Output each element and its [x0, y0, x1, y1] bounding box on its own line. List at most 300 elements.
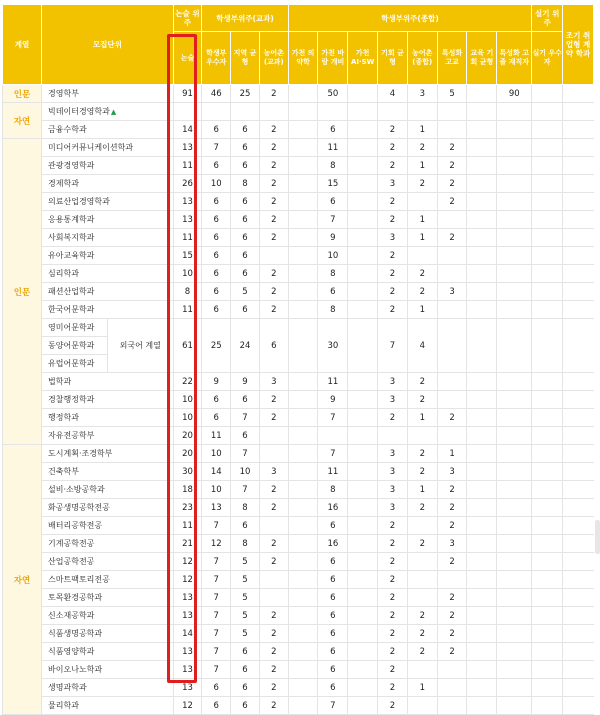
- value-cell: 5: [231, 589, 260, 607]
- value-cell: [532, 481, 563, 499]
- value-cell: 7: [202, 517, 231, 535]
- table-row: [3, 643, 594, 661]
- unit-label: 금융수학과: [48, 125, 87, 134]
- table-row: [3, 121, 594, 139]
- value-cell: 8: [231, 499, 260, 517]
- table-row: [3, 85, 594, 103]
- header-comprehensive-col: 농어촌 (종합): [407, 32, 437, 85]
- value-cell: [532, 139, 563, 157]
- value-cell: [348, 517, 378, 535]
- value-cell: [202, 103, 231, 121]
- value-cell: [532, 211, 563, 229]
- scroll-handle[interactable]: [595, 520, 600, 554]
- value-cell: 21: [173, 535, 202, 553]
- value-cell: [348, 571, 378, 589]
- value-cell: 6: [202, 409, 231, 427]
- table-row: [3, 193, 594, 211]
- value-cell: 2: [259, 481, 288, 499]
- value-cell: 6: [202, 301, 231, 319]
- value-cell: 2: [407, 535, 437, 553]
- value-cell: [348, 427, 378, 445]
- value-cell: 8: [231, 175, 260, 193]
- value-cell: 1: [407, 157, 437, 175]
- value-cell: [259, 445, 288, 463]
- value-cell: [467, 445, 497, 463]
- unit-label: 도시계획·조경학부: [48, 449, 113, 458]
- value-cell: 7: [202, 589, 231, 607]
- value-cell: [497, 427, 532, 445]
- value-cell: 2: [437, 607, 467, 625]
- table-row: [3, 391, 594, 409]
- value-cell: [288, 571, 318, 589]
- value-cell: 2: [378, 697, 408, 715]
- value-cell: [497, 211, 532, 229]
- unit-label: 식품생명공학과: [48, 629, 103, 638]
- value-cell: [497, 679, 532, 697]
- value-cell: [437, 679, 467, 697]
- value-cell: 7: [318, 445, 348, 463]
- value-cell: [532, 499, 563, 517]
- value-cell: 7: [231, 445, 260, 463]
- value-cell: [348, 589, 378, 607]
- value-cell: [437, 247, 467, 265]
- value-cell: 10: [318, 247, 348, 265]
- unit-cell: [42, 211, 174, 229]
- value-cell: [497, 157, 532, 175]
- value-cell: [288, 535, 318, 553]
- value-cell: [563, 697, 594, 715]
- value-cell: [437, 373, 467, 391]
- value-cell: [467, 319, 497, 373]
- value-cell: [497, 517, 532, 535]
- value-cell: [497, 463, 532, 481]
- value-cell: [288, 265, 318, 283]
- value-cell: 1: [407, 409, 437, 427]
- value-cell: [497, 553, 532, 571]
- value-cell: 2: [378, 193, 408, 211]
- value-cell: [497, 247, 532, 265]
- value-cell: 23: [173, 499, 202, 517]
- header-early-employment: 조기 취업형 계약 학과: [563, 5, 594, 85]
- table-row: [3, 265, 594, 283]
- value-cell: [348, 283, 378, 301]
- value-cell: [378, 103, 408, 121]
- value-cell: 6: [231, 427, 260, 445]
- value-cell: 61: [173, 319, 202, 373]
- unit-label: 자유전공학부: [48, 431, 95, 440]
- value-cell: [563, 139, 594, 157]
- value-cell: [467, 517, 497, 535]
- value-cell: 2: [407, 607, 437, 625]
- value-cell: 2: [407, 139, 437, 157]
- unit-cell: [42, 265, 174, 283]
- value-cell: 6: [231, 139, 260, 157]
- unit-label: 식품영양학과: [48, 647, 95, 656]
- value-cell: 2: [259, 391, 288, 409]
- header-subject-col: 지역 균형: [231, 32, 260, 85]
- group-cell: 외국어 계열: [107, 319, 173, 373]
- value-cell: 10: [173, 391, 202, 409]
- unit-cell: [42, 607, 174, 625]
- value-cell: 2: [407, 175, 437, 193]
- value-cell: [348, 625, 378, 643]
- value-cell: [288, 553, 318, 571]
- value-cell: [467, 427, 497, 445]
- value-cell: 2: [407, 391, 437, 409]
- value-cell: 12: [173, 697, 202, 715]
- value-cell: [259, 571, 288, 589]
- value-cell: 2: [259, 409, 288, 427]
- table-row: [3, 373, 594, 391]
- value-cell: 2: [437, 517, 467, 535]
- value-cell: [288, 139, 318, 157]
- value-cell: [231, 103, 260, 121]
- unit-cell: [42, 571, 174, 589]
- value-cell: 2: [407, 445, 437, 463]
- value-cell: 13: [173, 607, 202, 625]
- value-cell: [497, 121, 532, 139]
- value-cell: 10: [202, 175, 231, 193]
- value-cell: [532, 301, 563, 319]
- value-cell: 5: [231, 283, 260, 301]
- value-cell: 2: [259, 661, 288, 679]
- value-cell: [467, 697, 497, 715]
- header-subject-col: 농어촌 (교과): [259, 32, 288, 85]
- value-cell: 50: [318, 85, 348, 103]
- value-cell: [497, 283, 532, 301]
- unit-label: 한국어문학과: [48, 305, 95, 314]
- new-marker-icon: ▲: [110, 108, 117, 116]
- table-row: [3, 517, 594, 535]
- value-cell: [348, 463, 378, 481]
- value-cell: [288, 193, 318, 211]
- value-cell: [348, 211, 378, 229]
- value-cell: 5: [231, 553, 260, 571]
- unit-label: 기계공학전공: [48, 539, 95, 548]
- value-cell: [563, 571, 594, 589]
- value-cell: [563, 85, 594, 103]
- table-row: [3, 247, 594, 265]
- value-cell: 9: [231, 373, 260, 391]
- value-cell: [288, 157, 318, 175]
- unit-cell: 동양어문학과: [42, 337, 108, 355]
- value-cell: [532, 427, 563, 445]
- value-cell: [467, 463, 497, 481]
- value-cell: 2: [259, 535, 288, 553]
- value-cell: [497, 409, 532, 427]
- table-row: [3, 229, 594, 247]
- header-essay: 논술: [173, 32, 202, 85]
- value-cell: [437, 121, 467, 139]
- value-cell: 6: [231, 265, 260, 283]
- value-cell: [532, 571, 563, 589]
- value-cell: [437, 571, 467, 589]
- category-cell: 자연: [3, 103, 42, 139]
- value-cell: [497, 589, 532, 607]
- value-cell: [532, 697, 563, 715]
- value-cell: 3: [378, 499, 408, 517]
- unit-label: 바이오나노학과: [48, 665, 103, 674]
- value-cell: 8: [173, 283, 202, 301]
- value-cell: [563, 103, 594, 121]
- value-cell: [407, 553, 437, 571]
- value-cell: [288, 427, 318, 445]
- value-cell: [288, 319, 318, 373]
- value-cell: [563, 121, 594, 139]
- unit-cell: [42, 373, 174, 391]
- value-cell: [467, 301, 497, 319]
- value-cell: [563, 607, 594, 625]
- value-cell: 13: [173, 661, 202, 679]
- value-cell: [288, 85, 318, 103]
- unit-label: 심리학과: [48, 269, 79, 278]
- table-row: [3, 571, 594, 589]
- value-cell: [467, 229, 497, 247]
- value-cell: [467, 409, 497, 427]
- value-cell: 13: [173, 211, 202, 229]
- unit-cell: [42, 499, 174, 517]
- table-row: [3, 535, 594, 553]
- value-cell: [348, 445, 378, 463]
- header-essay-group: 논술 위주: [173, 5, 202, 32]
- value-cell: [259, 103, 288, 121]
- unit-cell: [42, 283, 174, 301]
- unit-cell: [42, 157, 174, 175]
- value-cell: [348, 679, 378, 697]
- value-cell: 2: [259, 229, 288, 247]
- value-cell: 46: [202, 85, 231, 103]
- value-cell: [437, 391, 467, 409]
- value-cell: [467, 679, 497, 697]
- value-cell: 2: [378, 283, 408, 301]
- value-cell: [288, 679, 318, 697]
- value-cell: 7: [318, 211, 348, 229]
- value-cell: [532, 283, 563, 301]
- value-cell: 8: [318, 157, 348, 175]
- value-cell: [467, 283, 497, 301]
- value-cell: 13: [173, 139, 202, 157]
- unit-cell: [42, 481, 174, 499]
- value-cell: 2: [437, 229, 467, 247]
- value-cell: [497, 319, 532, 373]
- value-cell: 10: [173, 265, 202, 283]
- value-cell: 5: [231, 607, 260, 625]
- value-cell: 14: [173, 625, 202, 643]
- value-cell: [532, 157, 563, 175]
- value-cell: [348, 499, 378, 517]
- unit-cell: [42, 535, 174, 553]
- unit-cell: 유럽어문학과: [42, 355, 108, 373]
- table-row: [3, 157, 594, 175]
- value-cell: 3: [259, 463, 288, 481]
- value-cell: 2: [407, 463, 437, 481]
- value-cell: 6: [318, 517, 348, 535]
- admission-table: [2, 4, 594, 715]
- value-cell: [288, 589, 318, 607]
- value-cell: [467, 121, 497, 139]
- value-cell: 2: [378, 535, 408, 553]
- value-cell: 2: [259, 265, 288, 283]
- value-cell: [563, 427, 594, 445]
- value-cell: [437, 301, 467, 319]
- value-cell: [467, 265, 497, 283]
- value-cell: 2: [259, 193, 288, 211]
- value-cell: 2: [378, 247, 408, 265]
- value-cell: 2: [259, 85, 288, 103]
- value-cell: [259, 247, 288, 265]
- value-cell: [288, 463, 318, 481]
- value-cell: [437, 103, 467, 121]
- value-cell: 6: [202, 157, 231, 175]
- value-cell: 2: [259, 139, 288, 157]
- value-cell: [348, 103, 378, 121]
- value-cell: 2: [407, 373, 437, 391]
- value-cell: [288, 607, 318, 625]
- value-cell: [532, 679, 563, 697]
- value-cell: 90: [497, 85, 532, 103]
- header-subject-group: 학생부위주(교과): [202, 5, 288, 32]
- unit-label: 경제학과: [48, 179, 79, 188]
- table-row: [3, 103, 594, 121]
- value-cell: [348, 607, 378, 625]
- unit-cell: [42, 103, 174, 121]
- value-cell: 2: [378, 589, 408, 607]
- value-cell: 20: [173, 445, 202, 463]
- value-cell: 6: [202, 679, 231, 697]
- table-row: [3, 283, 594, 301]
- value-cell: [467, 499, 497, 517]
- unit-label: 패션산업학과: [48, 287, 95, 296]
- value-cell: [288, 373, 318, 391]
- value-cell: 2: [378, 211, 408, 229]
- value-cell: [437, 319, 467, 373]
- unit-label: 토목환경공학과: [48, 593, 103, 602]
- value-cell: [288, 175, 318, 193]
- value-cell: 6: [231, 643, 260, 661]
- value-cell: 6: [231, 679, 260, 697]
- value-cell: [497, 373, 532, 391]
- unit-cell: [42, 193, 174, 211]
- header-comprehensive-col: 가천 의약학: [288, 32, 318, 85]
- value-cell: [348, 157, 378, 175]
- value-cell: [288, 391, 318, 409]
- value-cell: 3: [378, 229, 408, 247]
- table-row: [3, 175, 594, 193]
- value-cell: [563, 229, 594, 247]
- unit-label: 미디어커뮤니케이션학과: [48, 143, 134, 152]
- unit-cell: [42, 229, 174, 247]
- header-unit: 모집단위: [42, 5, 174, 85]
- value-cell: 22: [173, 373, 202, 391]
- unit-label: 경찰행정학과: [48, 395, 95, 404]
- value-cell: 6: [231, 229, 260, 247]
- value-cell: [497, 607, 532, 625]
- value-cell: [497, 481, 532, 499]
- value-cell: [437, 211, 467, 229]
- value-cell: [348, 373, 378, 391]
- value-cell: [563, 247, 594, 265]
- unit-cell: [42, 625, 174, 643]
- value-cell: [467, 211, 497, 229]
- value-cell: 30: [318, 319, 348, 373]
- value-cell: [318, 427, 348, 445]
- value-cell: 6: [318, 643, 348, 661]
- unit-label: 행정학과: [48, 413, 79, 422]
- value-cell: [563, 283, 594, 301]
- value-cell: [532, 175, 563, 193]
- unit-cell: [42, 445, 174, 463]
- value-cell: [467, 535, 497, 553]
- unit-label: 사회복지학과: [48, 233, 95, 242]
- value-cell: [288, 697, 318, 715]
- table-row: [3, 211, 594, 229]
- value-cell: 2: [259, 121, 288, 139]
- value-cell: 1: [407, 679, 437, 697]
- unit-cell: [42, 697, 174, 715]
- category-cell: 인문: [3, 139, 42, 445]
- value-cell: [497, 229, 532, 247]
- value-cell: 2: [259, 697, 288, 715]
- value-cell: 10: [173, 409, 202, 427]
- value-cell: [467, 571, 497, 589]
- value-cell: 2: [378, 121, 408, 139]
- value-cell: 2: [407, 625, 437, 643]
- value-cell: 26: [173, 175, 202, 193]
- header-subject-col: 학생부 우수자: [202, 32, 231, 85]
- value-cell: 7: [378, 319, 408, 373]
- unit-cell: 영미어문학과: [42, 319, 108, 337]
- value-cell: [532, 265, 563, 283]
- value-cell: 2: [259, 625, 288, 643]
- value-cell: [497, 445, 532, 463]
- value-cell: [288, 625, 318, 643]
- table-body: [3, 85, 594, 715]
- value-cell: 6: [202, 391, 231, 409]
- value-cell: [288, 409, 318, 427]
- value-cell: 14: [202, 463, 231, 481]
- value-cell: [532, 445, 563, 463]
- value-cell: [288, 643, 318, 661]
- value-cell: 9: [202, 373, 231, 391]
- value-cell: [563, 679, 594, 697]
- value-cell: 2: [378, 643, 408, 661]
- table-row: [3, 625, 594, 643]
- value-cell: [532, 193, 563, 211]
- value-cell: [467, 373, 497, 391]
- value-cell: 2: [378, 553, 408, 571]
- value-cell: 4: [407, 319, 437, 373]
- unit-label: 유아교육학과: [48, 251, 95, 260]
- unit-label: 설비·소방공학과: [48, 485, 105, 494]
- value-cell: 15: [318, 175, 348, 193]
- unit-label: 신소재공학과: [48, 611, 95, 620]
- unit-cell: [42, 121, 174, 139]
- value-cell: [563, 265, 594, 283]
- unit-cell: [42, 301, 174, 319]
- value-cell: [288, 481, 318, 499]
- value-cell: [288, 121, 318, 139]
- header-comprehensive-col: 교육 기회 균형: [467, 32, 497, 85]
- value-cell: 7: [202, 625, 231, 643]
- value-cell: [437, 265, 467, 283]
- value-cell: [532, 661, 563, 679]
- value-cell: 2: [378, 157, 408, 175]
- value-cell: 2: [437, 139, 467, 157]
- value-cell: [437, 697, 467, 715]
- value-cell: 2: [378, 139, 408, 157]
- value-cell: [348, 643, 378, 661]
- value-cell: [532, 553, 563, 571]
